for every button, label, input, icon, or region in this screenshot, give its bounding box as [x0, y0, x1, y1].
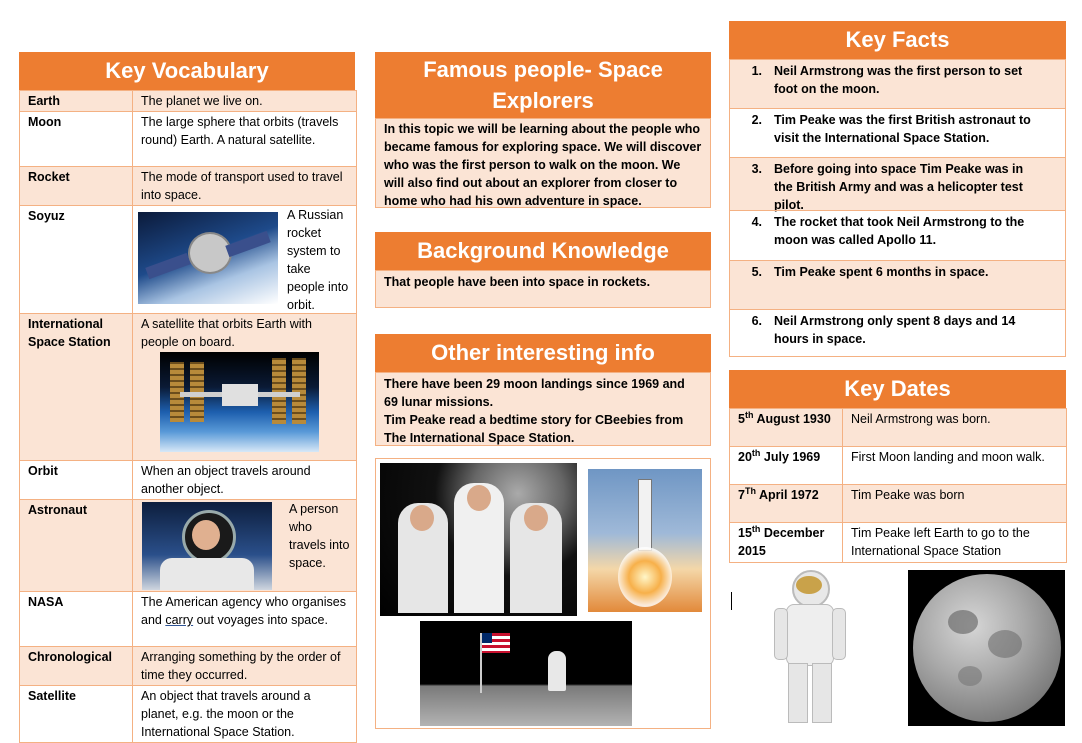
fact-number: 2.	[751, 113, 762, 127]
date-event: Tim Peake was born	[843, 485, 1067, 523]
text-cursor	[731, 592, 732, 610]
saturn-v-launch-image	[588, 469, 702, 612]
date-day: 15	[738, 526, 752, 540]
vocab-row	[20, 314, 357, 461]
vocab-def-cell	[133, 206, 357, 314]
date-suffix: th	[751, 447, 761, 458]
date-event: First Moon landing and moon walk.	[843, 447, 1067, 485]
dates-row	[730, 409, 1067, 447]
vocab-def: The planet we live on.	[133, 91, 357, 112]
vocab-def: A Russian rocket system to take people into orbit.	[287, 208, 349, 312]
dates-row	[730, 485, 1067, 523]
vocab-def: The American agency who organises and	[141, 595, 346, 627]
date-cell	[730, 447, 843, 485]
fact-text: Before going into space Tim Peake was in the British Army and was a helicopter test pilot.	[774, 162, 1024, 212]
vocab-def: out voyages into space.	[193, 613, 328, 627]
spacesuit-image	[770, 568, 850, 728]
dates-row	[730, 447, 1067, 485]
dates-title: Key Dates	[844, 376, 951, 401]
date-cell	[730, 523, 843, 563]
vocab-term: Orbit	[20, 461, 133, 500]
fact-number: 6.	[751, 314, 762, 328]
date-rest: April 1972	[755, 488, 819, 502]
fact-item	[729, 260, 1066, 310]
vocab-term: Soyuz	[20, 206, 133, 314]
fact-item	[729, 108, 1066, 158]
fact-text: The rocket that took Neil Armstrong to the moon was called Apollo 11.	[774, 215, 1025, 247]
dates-table	[729, 408, 1067, 563]
date-rest: August 1930	[753, 412, 831, 426]
iss-image	[160, 352, 319, 452]
vocab-row	[20, 167, 357, 206]
vocab-def: A satellite that orbits Earth with people on board.	[141, 317, 312, 349]
vocab-term: Satellite	[20, 686, 133, 743]
fact-number: 3.	[751, 162, 762, 176]
astronaut-portrait-image	[142, 502, 272, 590]
famous-text: In this topic we will be learning about the people who became famous for exploring space. We will discover who was the first person to walk on the moon. We will also find out about an explorer from closer to home who had his own adventure in space.	[375, 118, 711, 208]
date-cell	[730, 409, 843, 447]
fact-item	[729, 59, 1066, 109]
vocab-def: Arranging something by the order of time they occurred.	[133, 647, 357, 686]
date-event: Neil Armstrong was born.	[843, 409, 1067, 447]
fact-item	[729, 309, 1066, 357]
other-line-1: There have been 29 moon landings since 1969 and 69 lunar missions.	[384, 377, 685, 409]
vocab-term: International Space Station	[20, 314, 133, 461]
date-suffix: th	[751, 523, 761, 534]
fact-number: 4.	[751, 215, 762, 229]
vocab-def-link: carry	[165, 613, 194, 627]
vocab-header	[19, 52, 355, 90]
vocab-def-cell	[133, 592, 357, 647]
vocab-term: Astronaut	[20, 500, 133, 592]
fact-number: 1.	[751, 64, 762, 78]
vocab-def: When an object travels around another object.	[133, 461, 357, 500]
famous-title: Famous people- Space Explorers	[423, 57, 663, 113]
vocab-def: A person who travels into space.	[289, 502, 350, 570]
background-header	[375, 232, 711, 270]
other-title: Other interesting info	[431, 340, 655, 365]
vocab-def: The large sphere that orbits (travels round) Earth. A natural satellite.	[133, 112, 357, 167]
fact-item	[729, 157, 1066, 211]
famous-header	[375, 52, 711, 118]
other-header	[375, 334, 711, 372]
facts-header	[729, 21, 1066, 59]
dates-row	[730, 523, 1067, 563]
fact-text: Neil Armstrong only spent 8 days and 14 hours in space.	[774, 314, 1016, 346]
fact-number: 5.	[751, 265, 762, 279]
vocab-row	[20, 592, 357, 647]
date-rest: July 1969	[760, 450, 821, 464]
date-day: 20	[738, 450, 752, 464]
vocab-table	[19, 90, 357, 743]
vocab-title: Key Vocabulary	[105, 58, 269, 83]
fact-text: Tim Peake spent 6 months in space.	[774, 265, 989, 279]
other-text	[375, 372, 711, 446]
vocab-term: NASA	[20, 592, 133, 647]
vocab-row	[20, 500, 357, 592]
moon-image	[908, 570, 1065, 726]
vocab-term: Earth	[20, 91, 133, 112]
facts-list	[729, 59, 1066, 357]
date-day: 7	[738, 488, 745, 502]
vocab-row	[20, 91, 357, 112]
vocab-row	[20, 647, 357, 686]
vocab-term: Moon	[20, 112, 133, 167]
vocab-term: Rocket	[20, 167, 133, 206]
vocab-row	[20, 112, 357, 167]
date-suffix: th	[744, 409, 754, 420]
fact-text: Neil Armstrong was the first person to set foot on the moon.	[774, 64, 1023, 96]
vocab-def-cell	[133, 500, 357, 592]
vocab-def: An object that travels around a planet, e.g. the moon or the International Space Station.	[133, 686, 357, 743]
vocab-term: Chronological	[20, 647, 133, 686]
moon-flag-astronaut-image	[420, 621, 632, 726]
vocab-row	[20, 686, 357, 743]
facts-title: Key Facts	[845, 27, 950, 52]
other-line-2: Tim Peake read a bedtime story for CBeebies from The International Space Station.	[384, 413, 684, 445]
vocab-def-cell	[133, 314, 357, 461]
date-suffix: Th	[744, 485, 756, 496]
vocab-row	[20, 461, 357, 500]
fact-text: Tim Peake was the first British astronaut to visit the International Space Station.	[774, 113, 1031, 145]
background-text: That people have been into space in rockets.	[375, 270, 711, 308]
date-rest: December 2015	[738, 526, 825, 558]
date-event: Tim Peake left Earth to go to the International Space Station	[843, 523, 1067, 563]
dates-header	[729, 370, 1066, 408]
vocab-def: The mode of transport used to travel into space.	[133, 167, 357, 206]
apollo-crew-image	[380, 463, 577, 616]
date-cell	[730, 485, 843, 523]
vocab-row	[20, 206, 357, 314]
background-title: Background Knowledge	[417, 238, 669, 263]
date-day: 5	[738, 412, 745, 426]
fact-item	[729, 210, 1066, 261]
soyuz-image	[138, 212, 278, 304]
